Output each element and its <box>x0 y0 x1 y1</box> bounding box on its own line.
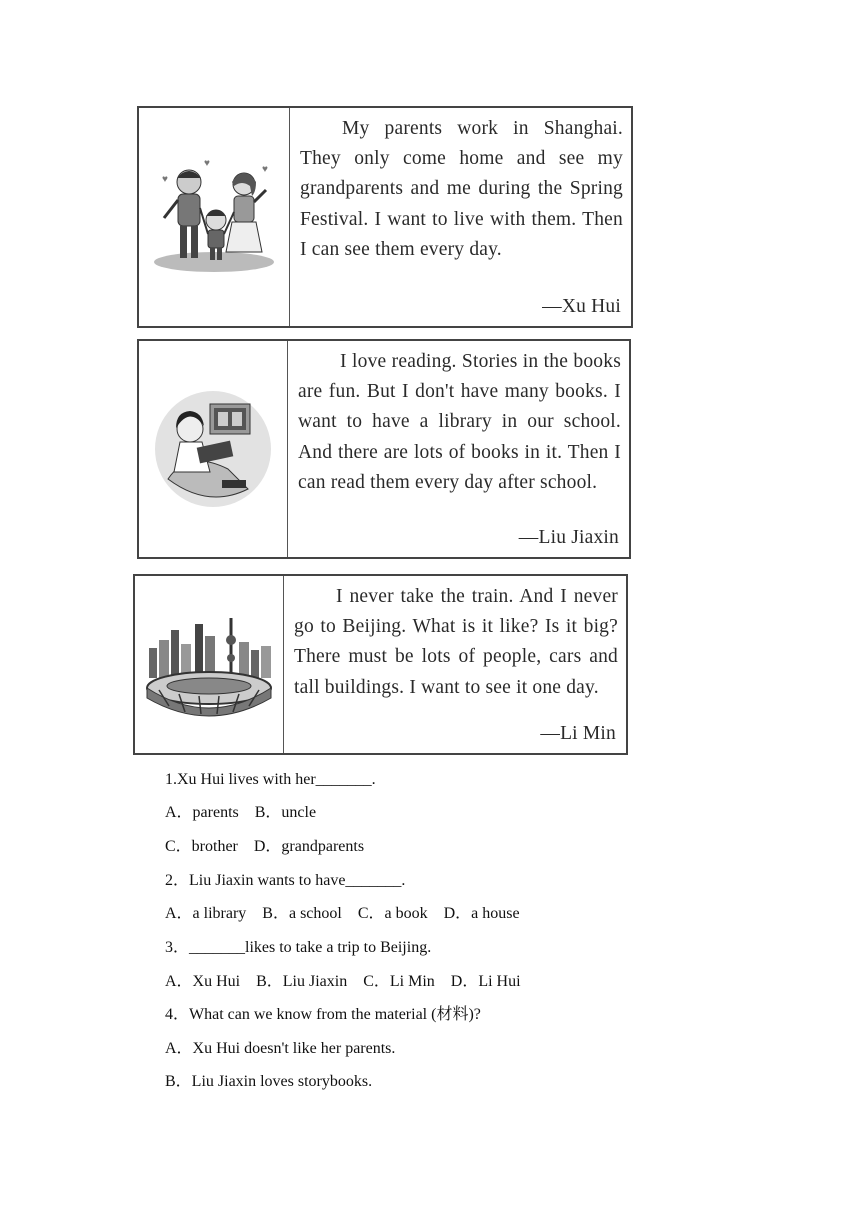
question-3: 3．_______likes to take a trip to Beijing. <box>165 939 432 956</box>
passage-text <box>288 341 629 557</box>
passage-card-liu-jiaxin <box>137 339 631 559</box>
girl-reading-illustration <box>139 341 288 557</box>
svg-text:♥: ♥ <box>204 158 210 169</box>
passage-body: My parents work in Shanghai. They only come home and see my grandparents and me during the Spring Festival. I want to live with them. Then I can see them every day. <box>300 118 623 260</box>
passage-card-xu-hui <box>137 106 633 328</box>
passage-body: I love reading. Stories in the books are fun. But I don't have many books. I want to have a library in our school. And there are lots of books in it. Then I can read them every day after school. <box>298 351 621 493</box>
signature: —Li Min <box>540 722 616 744</box>
passage-text <box>290 108 631 326</box>
question-2: 2．Liu Jiaxin wants to have_______. <box>165 872 406 889</box>
question-1: 1.Xu Hui lives with her_______. <box>165 771 376 788</box>
question-2-options: A．a library B．a school C．a book D．a house <box>165 905 520 922</box>
svg-text:♥: ♥ <box>262 164 268 175</box>
signature: —Xu Hui <box>542 295 621 317</box>
question-4-option-b: B．Liu Jiaxin loves storybooks. <box>165 1073 373 1090</box>
beijing-city-illustration <box>135 576 284 753</box>
passage-card-li-min <box>133 574 628 755</box>
passage-body: I never take the train. And I never go to Beijing. What is it like? Is it big? There must be lots of people, cars and tall buildings. I want to see it one day. <box>294 586 618 698</box>
question-4: 4．What can we know from the material (材料)? <box>165 1006 481 1023</box>
signature: —Liu Jiaxin <box>518 526 619 548</box>
family-illustration <box>139 108 290 326</box>
passage-text <box>284 576 626 753</box>
question-3-options: A．Xu Hui B．Liu Jiaxin C．Li Min D．Li Hui <box>165 973 521 990</box>
svg-text:♥: ♥ <box>162 174 168 185</box>
question-1-options-ab: A．parents B．uncle <box>165 804 317 821</box>
question-1-options-cd: C．brother D．grandparents <box>165 838 365 855</box>
question-4-option-a: A．Xu Hui doesn't like her parents. <box>165 1040 396 1057</box>
